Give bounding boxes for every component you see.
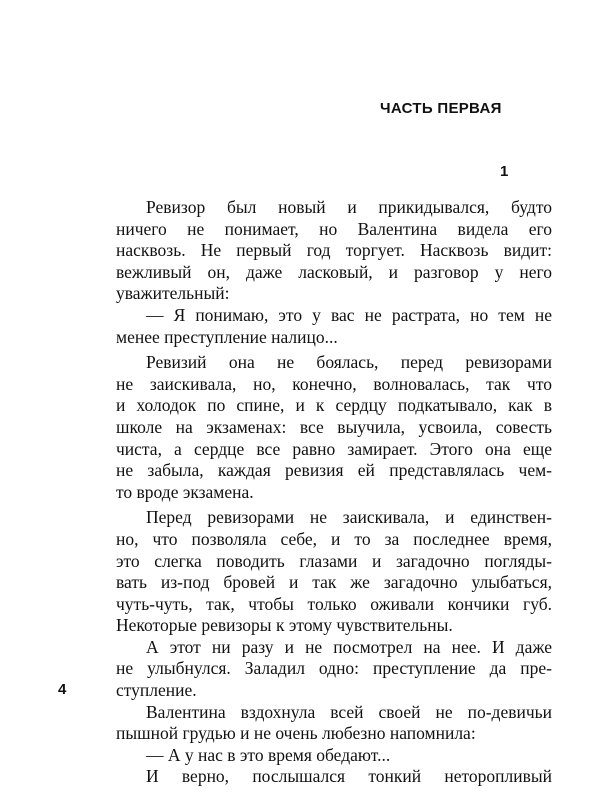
- text-line: И верно, послышался тонкий неторопливый: [146, 766, 552, 787]
- text-line: чуть-чуть, так, чтобы только оживали кончики губ.: [116, 593, 552, 614]
- text-line: Валентина вздохнула всей своей не по-девичьи: [146, 701, 552, 722]
- text-line: насквозь. Не первый год торгует. Насквозь видит:: [116, 240, 552, 261]
- text-line: Ревизор был новый и прикидывался, будто: [146, 197, 552, 217]
- text-line: то вроде экзамена.: [116, 481, 254, 502]
- text-line: — Я понимаю, это у вас не растрата, но тем не: [146, 304, 552, 325]
- text-line: Ревизий она не боялась, перед ревизорами: [146, 352, 552, 373]
- text-line: не заискивала, но, конечно, волновалась, так что: [116, 373, 552, 394]
- text-line: ступление.: [116, 680, 197, 701]
- text-line: вежливый он, даже ласковый, и разговор у него: [116, 261, 552, 282]
- paragraph: [116, 766, 552, 788]
- paragraph: [116, 352, 552, 503]
- paragraph: [116, 745, 552, 767]
- text-line: Некоторые ревизоры к этому чувствительны.: [116, 615, 453, 636]
- paragraph: [116, 197, 552, 305]
- text-line: — А у нас в это время обедают...: [146, 744, 391, 765]
- text-line: А этот ни разу и не посмотрел на нее. И даже: [146, 636, 552, 657]
- paragraph: [116, 305, 552, 348]
- page-number: 4: [58, 681, 67, 698]
- text-line: не улыбнулся. Заладил одно: преступление да пре-: [116, 658, 552, 679]
- text-line: чиста, а сердце все равно замирает. Этого она еще: [116, 438, 552, 459]
- text-line: это слегка поводить глазами и загадочно погляды-: [116, 550, 552, 571]
- paragraph: [116, 637, 552, 702]
- paragraph: [116, 702, 552, 745]
- text-line: и холодок по спине, и к сердцу подкатывало, как в: [116, 395, 552, 416]
- text-line: ничего не понимает, но Валентина видела его: [116, 218, 552, 239]
- paragraph: [116, 507, 552, 637]
- text-line: не забыла, каждая ревизия ей представлялась чем-: [116, 460, 552, 481]
- chapter-number: 1: [500, 163, 509, 180]
- text-line: школе на экзаменах: все выучила, усвоила, совесть: [116, 416, 552, 437]
- text-line: уважительный:: [116, 283, 230, 304]
- text-line: вать из-под бровей и так же загадочно улыбаться,: [116, 572, 552, 593]
- text-line: менее преступление налицо...: [116, 326, 338, 347]
- part-title: ЧАСТЬ ПЕРВАЯ: [380, 100, 502, 117]
- text-line: пышной грудью и не очень любезно напомнила:: [116, 723, 476, 744]
- body-text: [116, 197, 552, 788]
- text-line: Перед ревизорами не заискивала, и единствен-: [146, 507, 552, 528]
- text-line: но, что позволяла себе, и то за последнее время,: [116, 528, 552, 549]
